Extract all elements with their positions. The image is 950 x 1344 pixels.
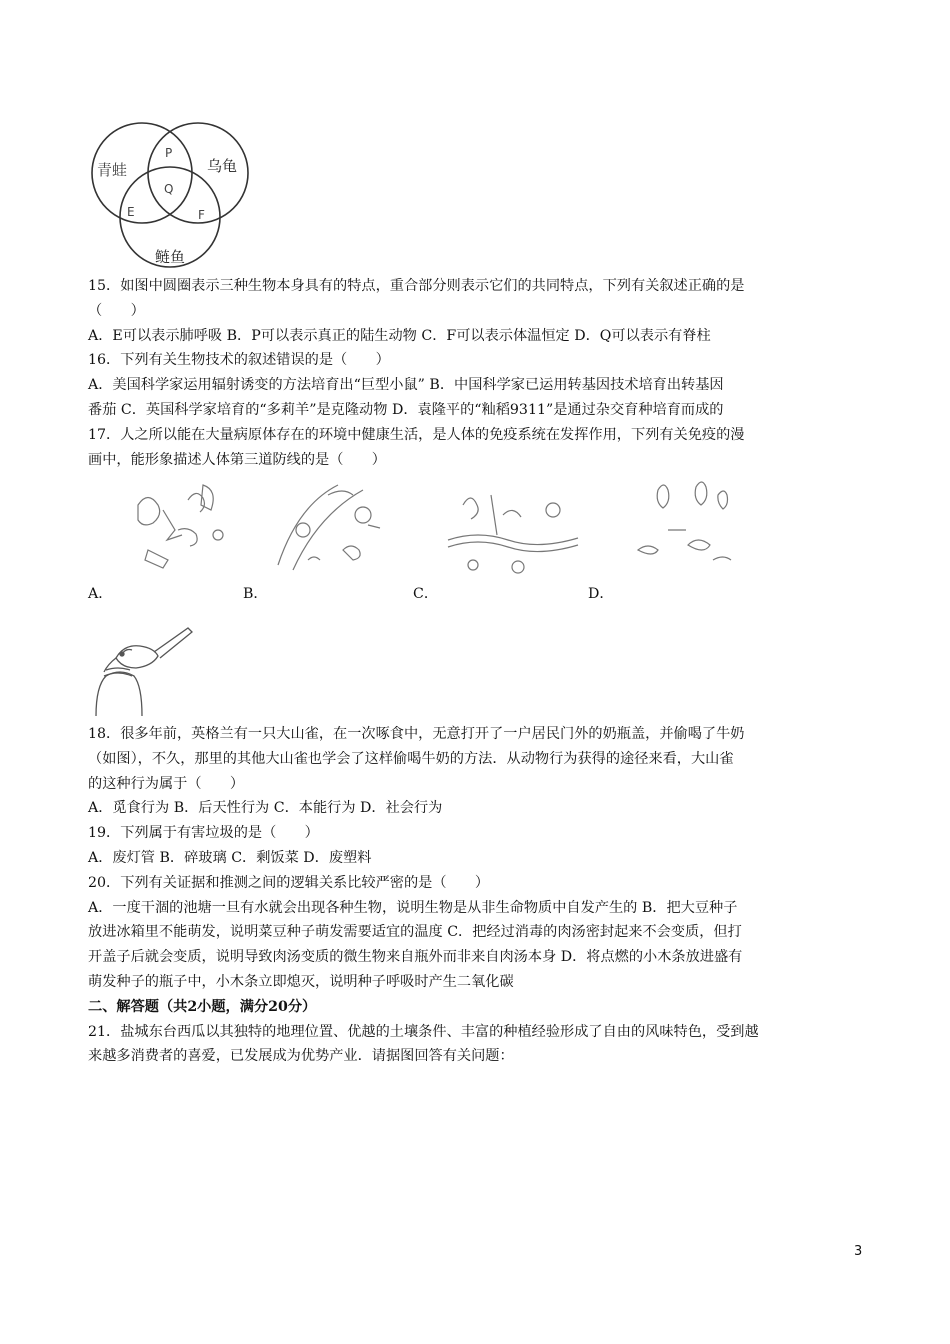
text-line: 18．很多年前，英格兰有一只大山雀，在一次啄食中，无意打开了一户居民门外的奶瓶盖，并偷喝了牛奶 <box>88 726 745 742</box>
text-line: 21．盐城东台西瓜以其独特的地理位置、优越的土壤条件、丰富的种植经验形成了自由的风味特色，受到越 <box>88 1023 759 1040</box>
questions-15-17 <box>88 274 878 472</box>
cartoon-c-image <box>443 475 583 580</box>
questions-18-20 <box>88 722 878 1069</box>
venn-diagram <box>85 120 255 270</box>
text-line: 开盖子后就会变质，说明导致肉汤变质的微生物来自瓶外而非来自肉汤本身 D．将点燃的小木条放进盛有 <box>88 949 743 966</box>
venn-label-q: Q <box>164 182 174 196</box>
option-b-label: B． <box>243 586 268 602</box>
text-line: A．一度干涸的池塘一旦有水就会出现各种生物，说明生物是从非生命物质中自发产生的 B．把大豆种子 <box>88 899 738 916</box>
text-line: 17．人之所以能在大量病原体存在的环境中健康生活，是人体的免疫系统在发挥作用，下列有关免疫的漫 <box>88 426 745 443</box>
venn-label-e: E <box>127 205 135 219</box>
option-c-label: C． <box>413 586 439 602</box>
text-line: 来越多消费者的喜爱，已发展成为优势产业．请据图回答有关问题： <box>88 1048 514 1065</box>
text-line: 画中，能形象描述人体第三道防线的是（ ） <box>88 451 386 468</box>
text-line: 16．下列有关生物技术的叙述错误的是（ ） <box>88 352 390 369</box>
cartoon-a-image <box>118 475 238 575</box>
text-line: 15．如图中圆圈表示三种生物本身具有的特点，重合部分则表示它们的共同特点，下列有关叙述正确的是 <box>88 278 745 294</box>
text-line: A．觅食行为 B．后天性行为 C．本能行为 D．社会行为 <box>88 800 443 817</box>
option-d-label: D． <box>588 586 614 602</box>
option-a-label: A． <box>88 586 113 602</box>
bird-milk-bottle-image <box>86 618 194 716</box>
text-line: 番茄 C．英国科学家培育的“多莉羊”是克隆动物 D．袁隆平的“籼稻9311”是通过杂交育种培育而成的 <box>88 401 724 418</box>
text-line: 萌发种子的瓶子中，小木条立即熄灭，说明种子呼吸时产生二氧化碳 <box>88 973 514 990</box>
cartoon-d-image <box>618 475 748 580</box>
text-line: 19．下列属于有害垃圾的是（ ） <box>88 825 319 842</box>
text-line: A．废灯管 B．碎玻璃 C．剩饭菜 D．废塑料 <box>88 849 372 866</box>
text-line: 20．下列有关证据和推测之间的逻辑关系比较严密的是（ ） <box>88 874 490 891</box>
venn-label-fish: 鲢鱼 <box>155 248 186 266</box>
venn-label-f: F <box>198 208 205 222</box>
text-line: 放进冰箱里不能萌发，说明菜豆种子萌发需要适宜的温度 C．把经过消毒的肉汤密封起来不会变质，但打 <box>88 924 742 941</box>
venn-label-turtle: 乌龟 <box>207 157 238 175</box>
page-number: 3 <box>854 1244 863 1259</box>
text-line: （如图），不久，那里的其他大山雀也学会了这样偷喝牛奶的方法．从动物行为获得的途径来看，大山雀 <box>88 750 734 767</box>
text-line: A．E可以表示肺呼吸 B．P可以表示真正的陆生动物 C．F可以表示体温恒定 D．Q可以表示有脊柱 <box>88 327 711 344</box>
venn-label-p: P <box>165 146 173 160</box>
immunity-cartoons <box>88 475 788 605</box>
text-line: 的这种行为属于（ ） <box>88 775 245 792</box>
text-line: （ ） <box>88 302 145 319</box>
text-line: A．美国科学家运用辐射诱变的方法培育出“巨型小鼠” B．中国科学家已运用转基因技术培育出转基因 <box>88 377 724 394</box>
section-title: 二、解答题（共2小题，满分20分） <box>88 998 317 1015</box>
cartoon-b-image <box>268 475 398 580</box>
venn-label-frog: 青蛙 <box>97 161 128 179</box>
